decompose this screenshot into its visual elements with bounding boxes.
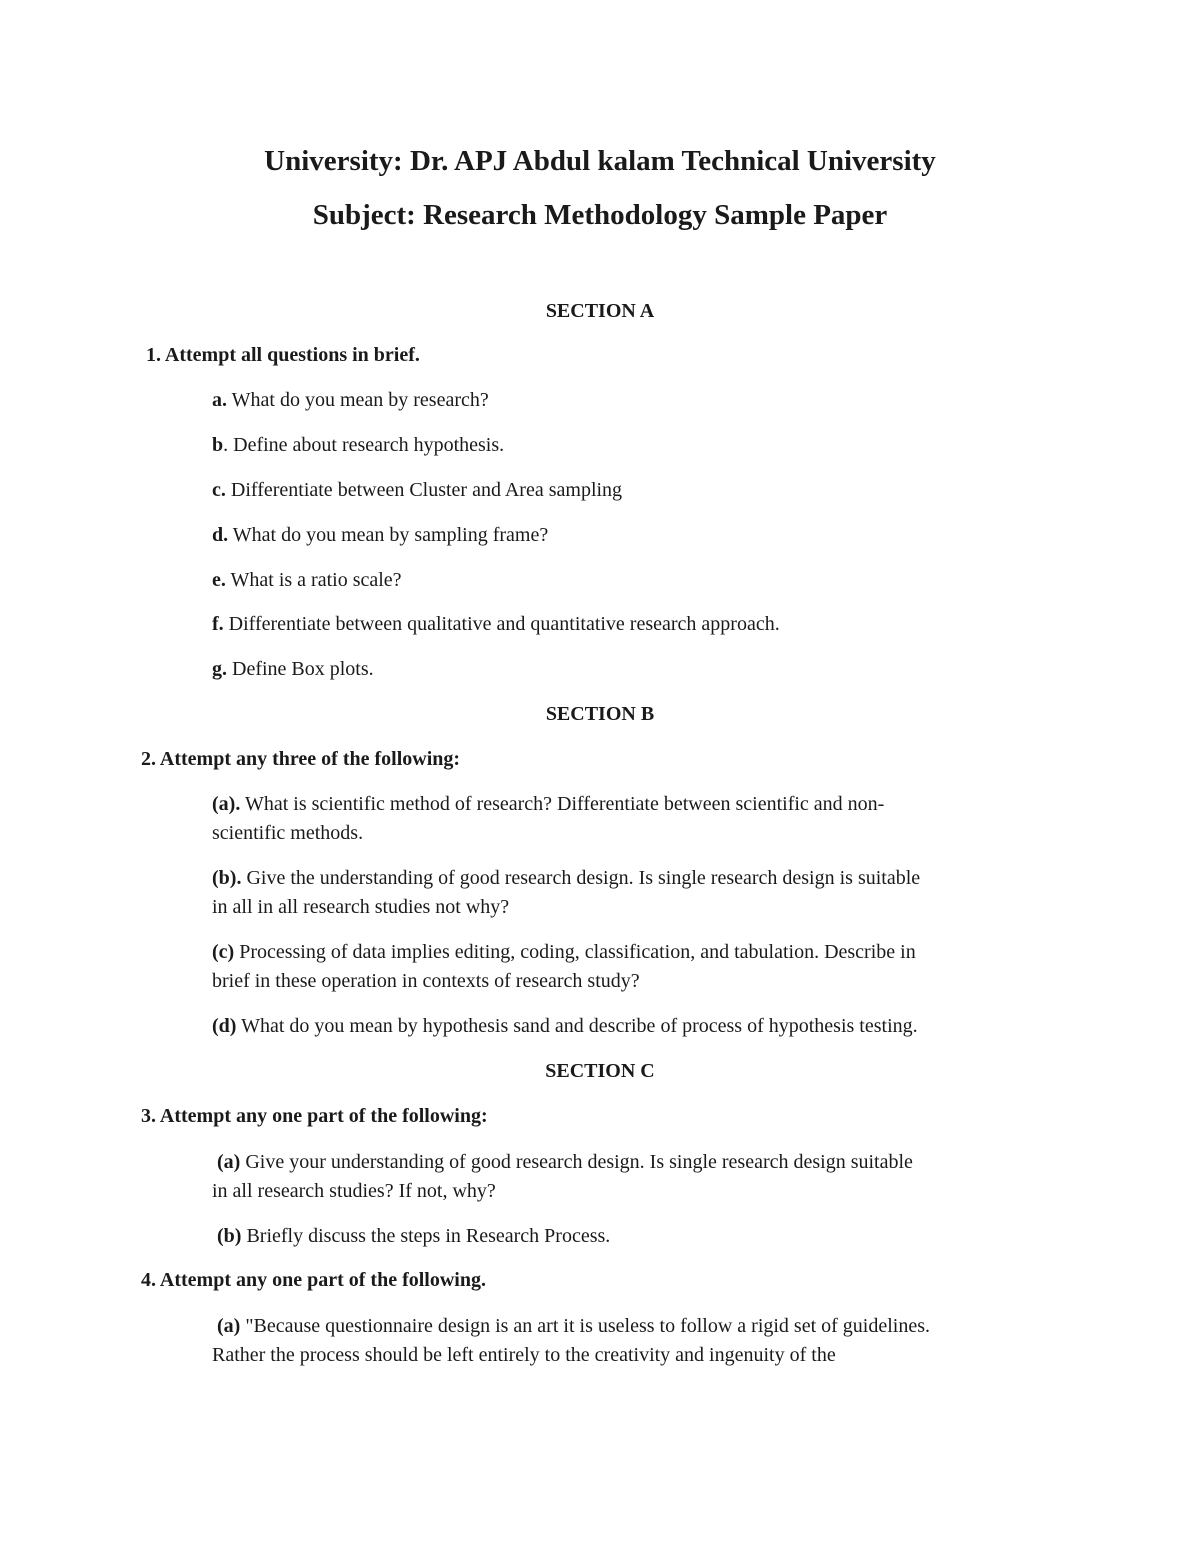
section-b-item-c — [212, 938, 916, 995]
item-line: in all research studies? If not, why? — [212, 1179, 496, 1202]
university-title: University: Dr. APJ Abdul kalam Technical University — [264, 145, 936, 177]
item-marker: d. — [212, 524, 229, 546]
section-c-heading: SECTION C — [545, 1060, 655, 1082]
item-line: scientific methods. — [212, 821, 364, 844]
item-line: brief in these operation in contexts of research study? — [212, 969, 640, 992]
item-marker: (b). — [212, 867, 242, 889]
item-text: Differentiate between qualitative and quantitative research approach. — [223, 613, 780, 635]
item-text: . Define about research hypothesis. — [223, 434, 505, 456]
item-text: Briefly discuss the steps in Research Process. — [241, 1225, 611, 1247]
item-marker: a. — [212, 389, 227, 411]
item-text: What is scientific method of research? Differentiate between scientific and non- — [240, 793, 885, 815]
section-a-item-g — [212, 655, 374, 684]
item-marker: (a) — [217, 1151, 241, 1173]
item-marker: e. — [212, 569, 226, 591]
question-4: 4. Attempt any one part of the following. — [141, 1269, 486, 1291]
question-4-item-a — [212, 1312, 930, 1369]
item-text: What do you mean by sampling frame? — [228, 524, 549, 546]
question-2: 2. Attempt any three of the following: — [141, 748, 461, 770]
section-b-item-d — [212, 1012, 918, 1041]
question-3-item-a — [212, 1148, 913, 1205]
item-marker: (b) — [217, 1225, 242, 1247]
item-text: Differentiate between Cluster and Area sampling — [225, 479, 623, 501]
item-text: Give the understanding of good research design. Is single research design is suitable — [241, 867, 921, 889]
item-marker: (c) — [212, 941, 235, 963]
item-marker: (a) — [217, 1315, 241, 1337]
item-line — [212, 1012, 918, 1041]
section-b-heading: SECTION B — [545, 703, 655, 725]
section-b-item-b — [212, 864, 920, 921]
item-marker: b — [212, 434, 224, 456]
item-line — [212, 1222, 610, 1251]
item-text: Define Box plots. — [227, 658, 374, 680]
item-line — [212, 790, 884, 819]
item-marker: (a). — [212, 793, 241, 815]
item-line — [212, 1312, 930, 1341]
item-text: What is a ratio scale? — [225, 569, 402, 591]
item-line — [212, 1148, 913, 1177]
item-text: Give your understanding of good research design. Is single research design suitable — [240, 1151, 913, 1173]
item-line — [212, 864, 920, 893]
item-marker: f. — [212, 613, 224, 635]
item-marker: c. — [212, 479, 226, 501]
item-line — [212, 938, 916, 967]
subject-title: Subject: Research Methodology Sample Paper — [312, 199, 888, 231]
question-3: 3. Attempt any one part of the following: — [141, 1105, 488, 1127]
item-marker: g. — [212, 658, 227, 680]
item-marker: (d) — [212, 1015, 237, 1037]
section-a-item-e — [212, 566, 402, 595]
question-3-item-b — [212, 1222, 610, 1251]
section-a-item-a — [212, 386, 489, 415]
section-a-item-d — [212, 521, 548, 550]
section-a-heading: SECTION A — [545, 300, 655, 322]
item-line: in all in all research studies not why? — [212, 895, 510, 918]
item-text: What do you mean by hypothesis sand and describe of process of hypothesis testing. — [236, 1015, 918, 1037]
section-b-item-a — [212, 790, 884, 847]
section-a-item-f — [212, 610, 780, 639]
item-text: "Because questionnaire design is an art it is useless to follow a rigid set of guidelines. — [240, 1315, 931, 1337]
question-1: 1. Attempt all questions in brief. — [146, 344, 420, 366]
item-line: Rather the process should be left entirely to the creativity and ingenuity of the — [212, 1343, 836, 1366]
section-a-item-c — [212, 476, 622, 505]
item-text: Processing of data implies editing, coding, classification, and tabulation. Describe in — [234, 941, 916, 963]
section-a-item-b — [212, 431, 504, 460]
item-text: What do you mean by research? — [227, 389, 489, 411]
